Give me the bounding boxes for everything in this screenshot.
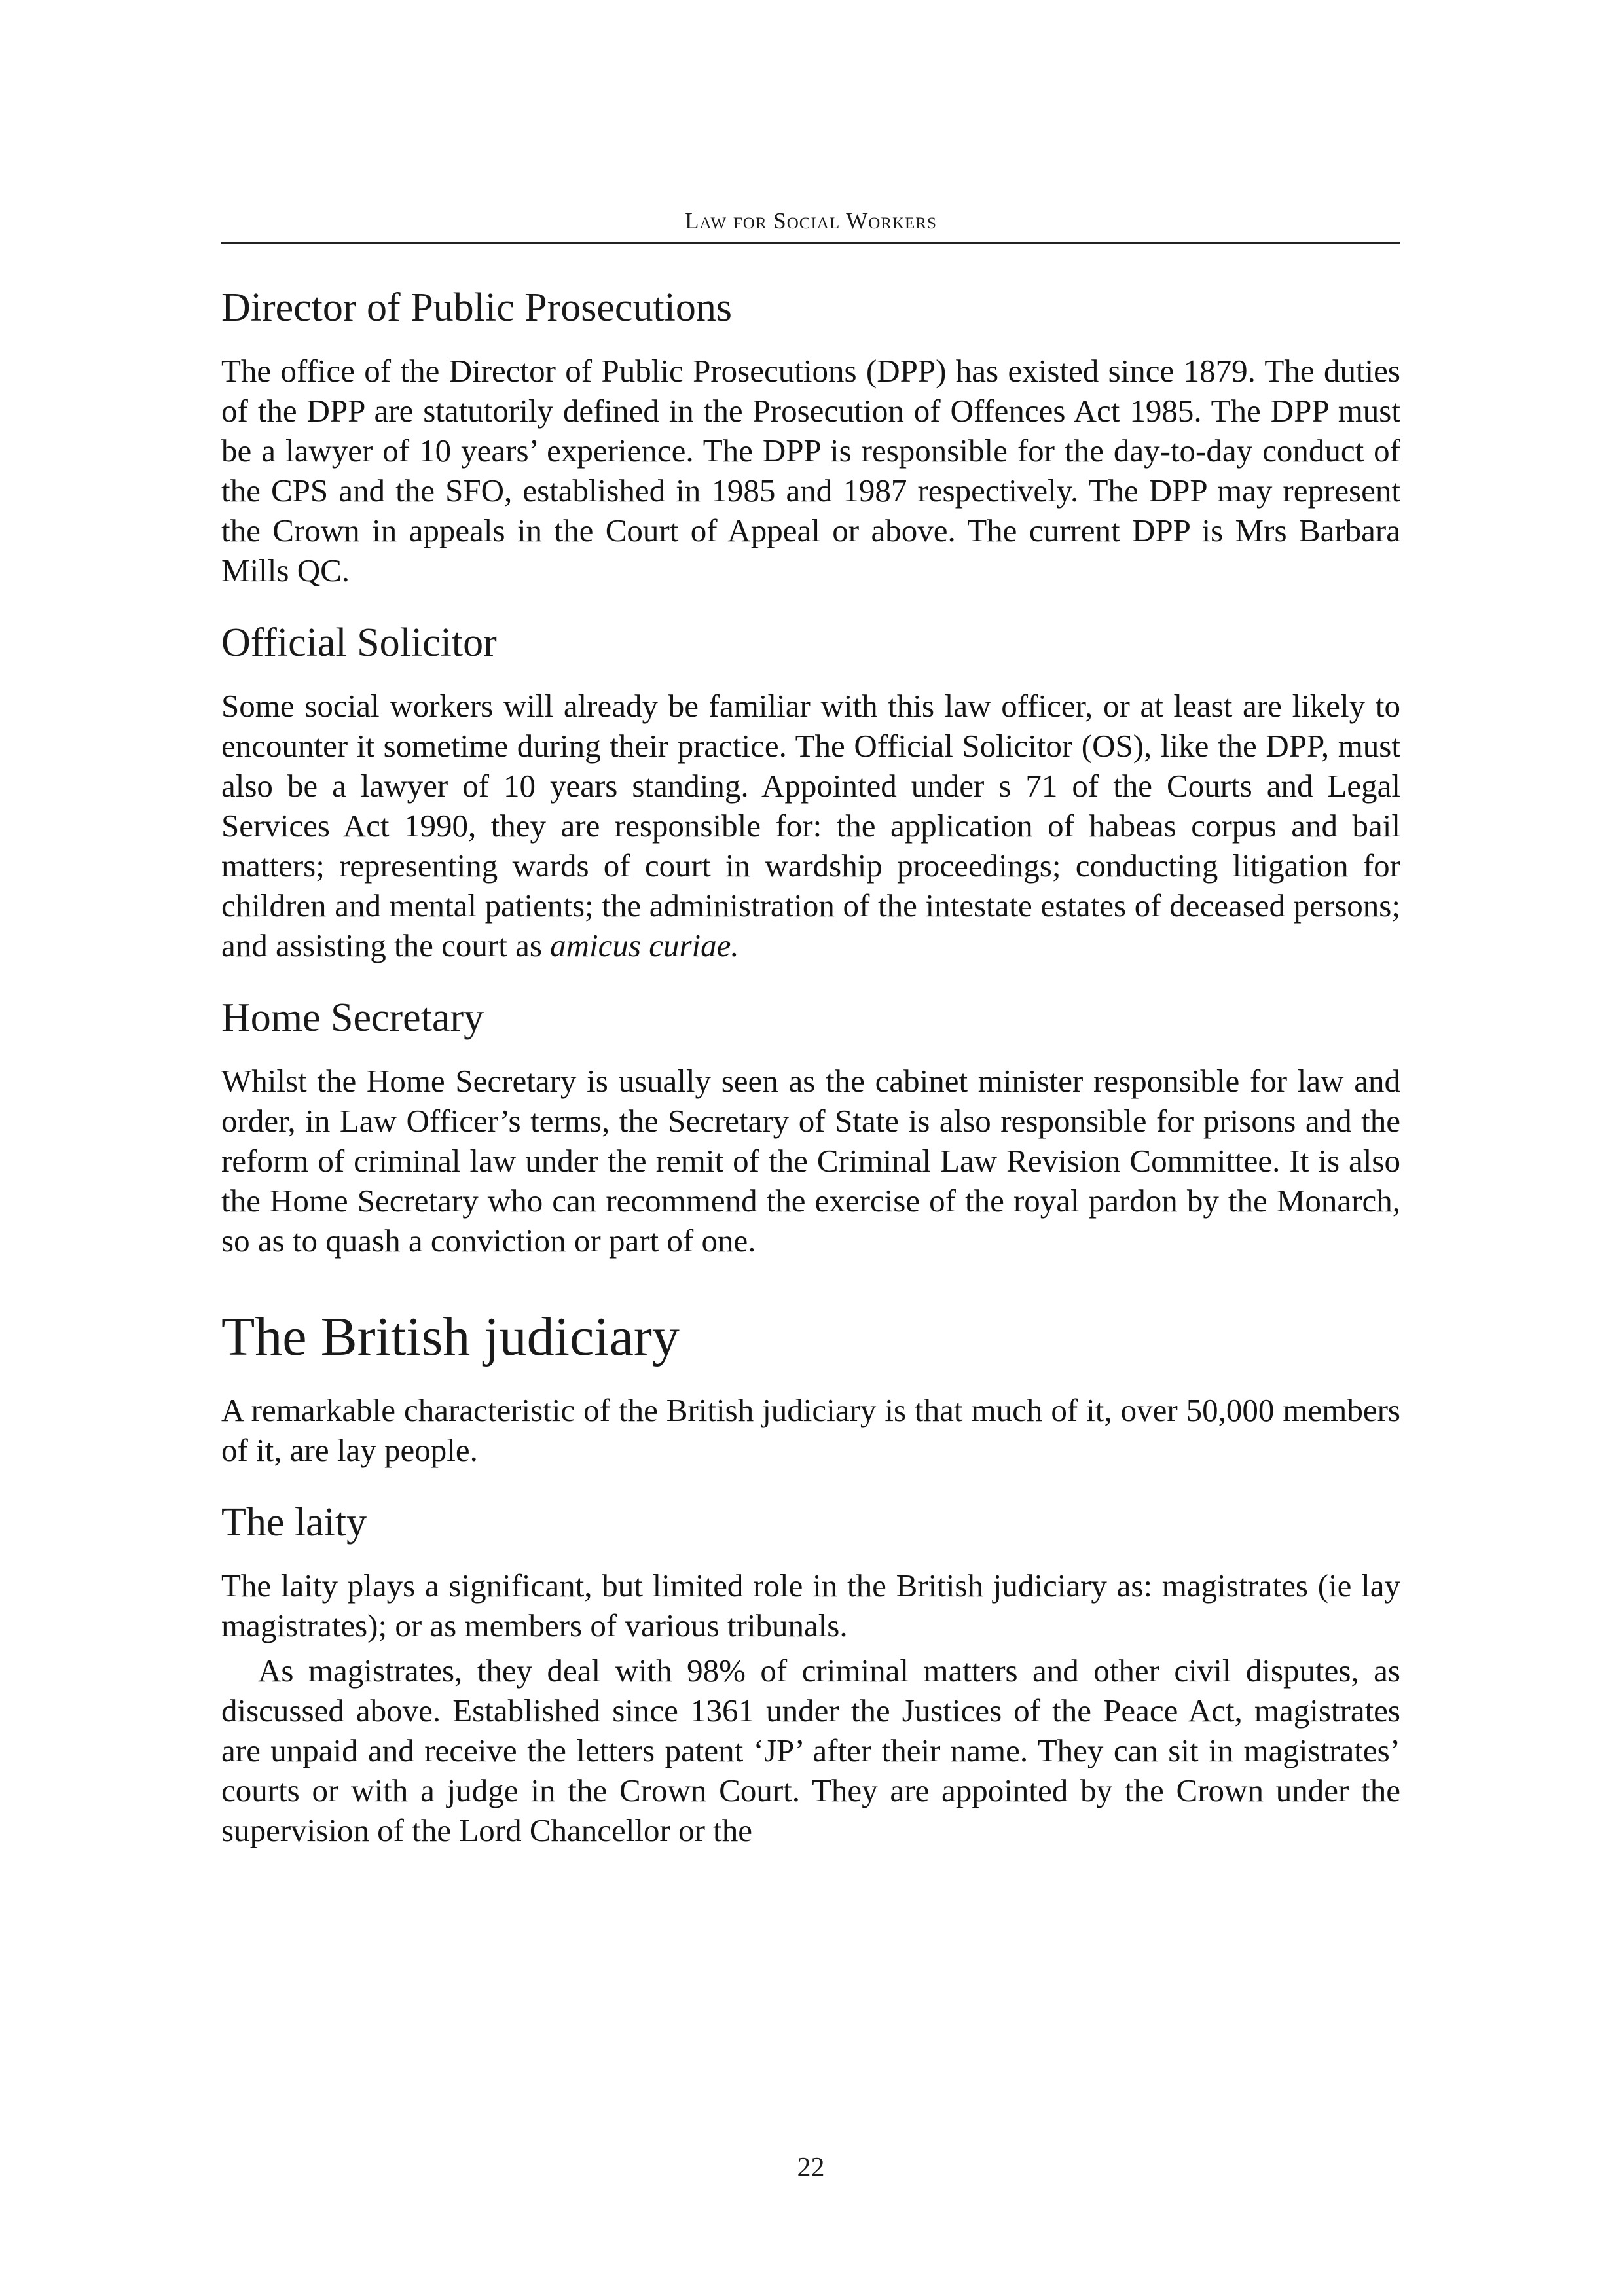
page-number: 22 [797,2153,825,2183]
heading-director-of-public-prosecutions: Director of Public Prosecutions [221,285,733,330]
page-body [221,281,1400,1850]
section-british-judiciary [221,1301,1400,1470]
paragraph-official-solicitor-text: Some social workers will already be familiar with this law officer, or at least are likely to encounter it sometime during their practice. The Official Solicitor (OS), like the DPP, must also be a lawyer of 10 years standing. Appointed under s 71 of the Courts and Legal Services Act 1990, they are responsible for: the application of habeas corpus and bail matters; representing wards of court in wardship proceedings; conducting litigation for children and mental patients; the administration of the intestate estates of deceased persons; and assisting the court as [221,688,1400,963]
section-official-solicitor [221,617,1400,965]
section-laity [221,1496,1400,1850]
spacer [221,590,1400,617]
spacer [221,1645,1400,1651]
spacer [221,965,1400,992]
heading-the-laity: The laity [221,1500,367,1545]
section-dpp [221,281,1400,590]
paragraph-british-judiciary: A remarkable characteristic of the British judiciary is that much of it, over 50,000 members of it, are lay people. [221,1392,1400,1468]
heading-british-judiciary: The British judiciary [221,1306,680,1367]
section-home-secretary [221,992,1400,1261]
heading-official-solicitor: Official Solicitor [221,620,497,665]
running-head: Law for Social Workers [685,208,937,234]
paragraph-laity-intro: The laity plays a significant, but limited role in the British judiciary as: magistrates (ie lay magistrates); or as members of various tribunals. [221,1568,1400,1643]
paragraph-official-solicitor [221,686,1400,965]
spacer [221,1261,1400,1301]
latin-term-amicus-curiae: amicus curiae. [550,927,739,963]
header-rule [221,242,1400,244]
heading-home-secretary: Home Secretary [221,996,484,1040]
paragraph-home-secretary: Whilst the Home Secretary is usually seen as the cabinet minister responsible for law and order, in Law Officer’s terms, the Secretary of State is also responsible for prisons and the reform of criminal law under the remit of the Criminal Law Revision Committee. It is also the Home Secretary who can recommend the exercise of the royal pardon by the Monarch, so as to quash a conviction or part of one. [221,1063,1400,1259]
paragraph-laity-magistrates: As magistrates, they deal with 98% of criminal matters and other civil disputes, as discussed above. Established since 1361 under the Justices of the Peace Act, magistrates are unpaid and receive the letters patent ‘JP’ after their name. They can sit in magistrates’ courts or with a judge in the Crown Court. They are appointed by the Crown under the supervision of the Lord Chancellor or the [221,1653,1400,1848]
spacer [221,1470,1400,1496]
paragraph-dpp: The office of the Director of Public Prosecutions (DPP) has existed since 1879. The duties of the DPP are statutorily defined in the Prosecution of Offences Act 1985. The DPP must be a lawyer of 10 years’ experience. The DPP is responsible for the day-to-day conduct of the CPS and the SFO, established in 1985 and 1987 respectively. The DPP may represent the Crown in appeals in the Court of Appeal or above. The current DPP is Mrs Barbara Mills QC. [221,353,1400,588]
